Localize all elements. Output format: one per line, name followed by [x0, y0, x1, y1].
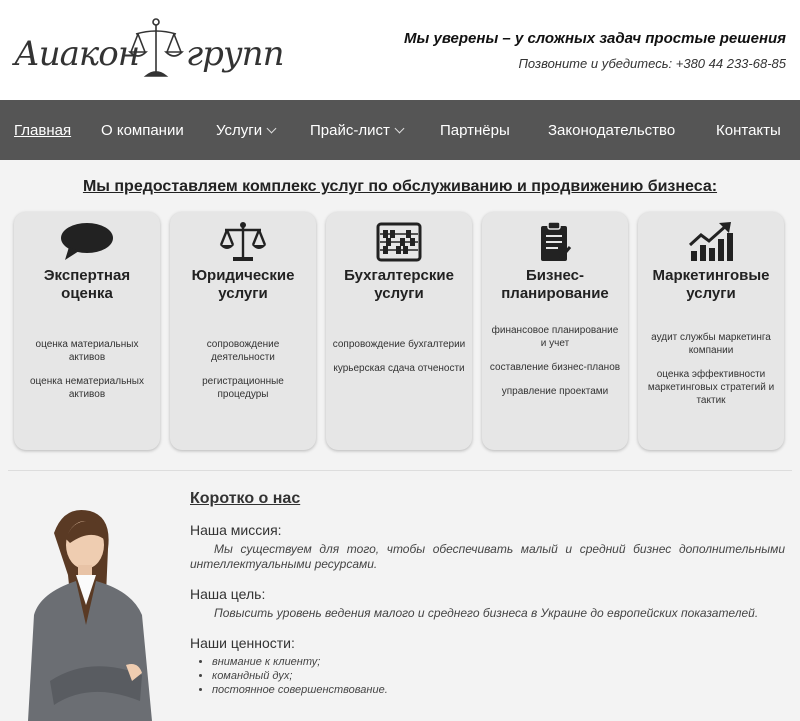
scales-icon [219, 221, 267, 263]
card-title [326, 267, 472, 303]
card-title-line: Бизнес- [525, 267, 584, 284]
abacus-icon [376, 222, 422, 262]
section-divider [8, 470, 792, 471]
clipboard-icon [538, 221, 572, 263]
card-title-line: Маркетинговые [652, 267, 770, 284]
values-list [190, 655, 785, 697]
goal-label: Наша цель: [190, 586, 266, 602]
logo-text-right: групп [186, 34, 284, 74]
values-list-item: • постоянное совершенствование. [212, 683, 785, 697]
about-section [190, 490, 785, 697]
card-title [14, 267, 160, 303]
nav-item-services[interactable] [216, 100, 275, 160]
nav-item-contacts[interactable] [716, 100, 781, 160]
nav-item-legislation[interactable] [548, 100, 675, 160]
nav-item-label: О компании [101, 121, 184, 139]
phone-line: Позвоните и убедитесь: +380 44 233-68-85 [518, 56, 786, 71]
card-list-item[interactable]: оценка эффективности маркетинговых стратегий и тактик [647, 369, 775, 406]
values-label: Наши ценности: [190, 635, 295, 651]
service-card-marketing[interactable] [638, 212, 784, 450]
card-list [176, 338, 310, 412]
service-card-business-planning[interactable] [482, 212, 628, 450]
nav-item-label: Законодательство [548, 121, 676, 139]
speech-bubble-icon [59, 222, 115, 262]
card-icon-wrap [638, 220, 784, 264]
goal-text: Повысить уровень ведения малого и среднего бизнеса в Украине до европейских показателей. [214, 606, 759, 620]
card-title-line: оценка [61, 285, 113, 302]
chevron-down-icon [394, 123, 404, 133]
logo-text-left: Аиакон [14, 34, 140, 74]
card-icon-wrap [326, 220, 472, 264]
card-list-item[interactable]: оценка материальных активов [35, 339, 139, 363]
card-list-item[interactable]: управление проектами [501, 386, 609, 397]
nav-item-label: Главная [14, 121, 72, 139]
values-list-item: • внимание к клиенту; [212, 655, 785, 669]
card-title-line: услуги [374, 285, 424, 302]
card-list-item[interactable]: регистрационные процедуры [202, 376, 284, 400]
nav-item-label: Партнёры [440, 121, 510, 139]
card-title-line: Экспертная [43, 267, 131, 284]
card-list-item[interactable]: финансовое планирование и учет [491, 325, 619, 349]
service-card-legal[interactable] [170, 212, 316, 450]
card-list-item[interactable]: оценка нематериальных активов [30, 376, 144, 400]
card-title-line: Бухгалтерские [344, 267, 454, 284]
card-list-item[interactable]: составление бизнес-планов [489, 362, 621, 373]
card-icon-wrap [170, 220, 316, 264]
nav-item-partners[interactable] [440, 100, 510, 160]
card-title [638, 267, 784, 303]
chevron-down-icon [267, 123, 277, 133]
mission-text: Мы существуем для того, чтобы обеспечивать малый и средний бизнес дополнительными интеллектуальными ресурсами. [190, 542, 785, 571]
slogan: Мы уверены – у сложных задач простые решения [404, 30, 786, 47]
growth-chart-icon [687, 221, 735, 263]
nav-item-label: Контакты [716, 121, 781, 139]
company-logo[interactable] [10, 14, 284, 86]
nav-item-label: Прайс-лист [310, 121, 390, 139]
card-title-line: услуги [686, 285, 736, 302]
card-list-item[interactable]: сопровождение бухгалтерии [332, 339, 466, 350]
card-title-line: услуги [218, 285, 268, 302]
card-list-item[interactable]: сопровождение деятельности [206, 339, 280, 363]
nav-item-home[interactable] [14, 100, 71, 160]
card-list-item[interactable]: курьерская сдача отчености [333, 363, 465, 374]
mission-label: Наша миссия: [190, 522, 282, 538]
services-heading: Мы предоставляем комплекс услуг по обслуживанию и продвижению бизнеса: [82, 178, 718, 195]
site-header [0, 0, 800, 100]
service-card-accounting[interactable] [326, 212, 472, 450]
card-icon-wrap [14, 220, 160, 264]
card-list [20, 338, 154, 412]
businesswoman-photo [20, 505, 170, 721]
card-title-line: планирование [501, 285, 609, 302]
values-list-item: • командный дух; [212, 669, 785, 683]
card-title [482, 267, 628, 303]
main-nav [0, 100, 800, 160]
card-title [170, 267, 316, 303]
about-title[interactable]: Коротко о нас [190, 490, 301, 507]
card-icon-wrap [482, 220, 628, 264]
scales-logo-icon [128, 16, 184, 82]
card-list [488, 324, 622, 409]
nav-item-about[interactable] [101, 100, 184, 160]
card-list [332, 338, 466, 386]
card-list-item[interactable]: аудит службы маркетинга компании [651, 332, 771, 356]
card-title-line: Юридические [191, 267, 295, 284]
nav-item-label: Услуги [216, 121, 263, 139]
card-list [644, 331, 778, 418]
service-card-expert-valuation[interactable] [14, 212, 160, 450]
nav-item-price-list[interactable] [310, 100, 403, 160]
